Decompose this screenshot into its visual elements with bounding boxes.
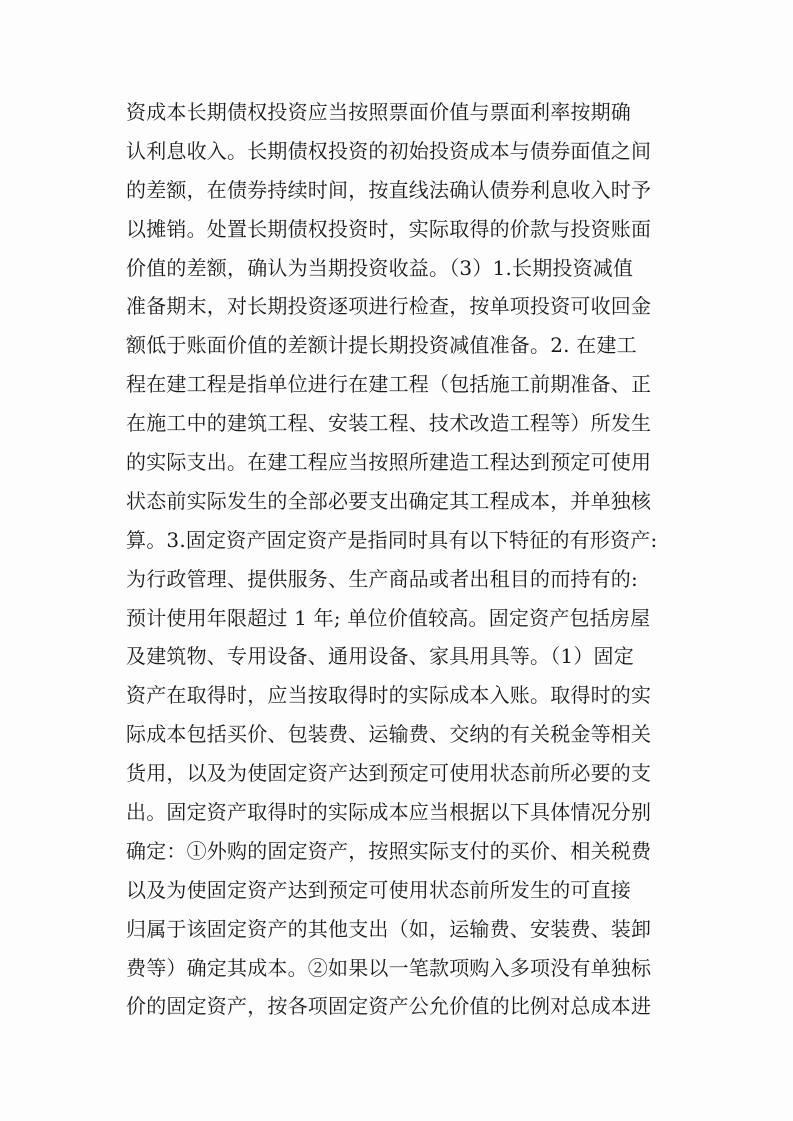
- text-line: 价的固定资产，按各项固定资产公允价值的比例对总成本进: [126, 994, 652, 1019]
- text-line: 准备期末，对长期投资逐项进行检查，按单项投资可收回金: [126, 294, 652, 319]
- text-line: 货用，以及为使固定资产达到预定可使用状态前所必要的支: [126, 761, 652, 786]
- body-text: [126, 93, 686, 1026]
- text-line: 预计使用年限超过 1 年; 单位价值较高。固定资产包括房屋: [126, 605, 651, 630]
- text-line: 状态前实际发生的全部必要支出确定其工程成本，并单独核: [126, 488, 652, 513]
- text-line: 认利息收入。长期债权投资的初始投资成本与债券面值之间: [126, 138, 652, 163]
- text-line: 以摊销。处置长期债权投资时，实际取得的价款与投资账面: [126, 216, 652, 241]
- text-line: 的差额，在债券持续时间，按直线法确认债券利息收入时予: [126, 177, 652, 202]
- text-line: 费等）确定其成本。②如果以一笔款项购入多项没有单独标: [126, 955, 652, 980]
- text-line: 额低于账面价值的差额计提长期投资减值准备。2. 在建工: [126, 333, 637, 358]
- text-line: 资成本长期债权投资应当按照票面价值与票面利率按期确: [126, 100, 631, 124]
- text-line: 程在建工程是指单位进行在建工程（包括施工前期准备、正: [126, 372, 652, 397]
- text-line: 资产在取得时，应当按取得时的实际成本入账。取得时的实: [126, 683, 652, 708]
- text-line: 确定：①外购的固定资产，按照实际支付的买价、相关税费: [126, 838, 652, 863]
- text-line: 为行政管理、提供服务、生产商品或者出租目的而持有的:: [126, 566, 638, 591]
- text-line: 在施工中的建筑工程、安装工程、技术改造工程等）所发生: [126, 411, 652, 436]
- text-line: 以及为使固定资产达到预定可使用状态前所发生的可直接: [126, 877, 631, 902]
- text-line: 归属于该固定资产的其他支出（如，运输费、安装费、装卸: [126, 916, 652, 941]
- text-line: 出。固定资产取得时的实际成本应当根据以下具体情况分别: [126, 800, 652, 825]
- text-line: 价值的差额，确认为当期投资收益。（3）1.长期投资减值: [126, 255, 634, 280]
- text-line: 的实际支出。在建工程应当按照所建造工程达到预定可使用: [126, 450, 652, 475]
- text-line: 及建筑物、专用设备、通用设备、家具用具等。（1）固定: [126, 644, 634, 669]
- text-line: 际成本包括买价、包装费、运输费、交纳的有关税金等相关: [126, 722, 652, 747]
- text-line: 算。3.固定资产固定资产是指同时具有以下特征的有形资产:: [126, 527, 658, 552]
